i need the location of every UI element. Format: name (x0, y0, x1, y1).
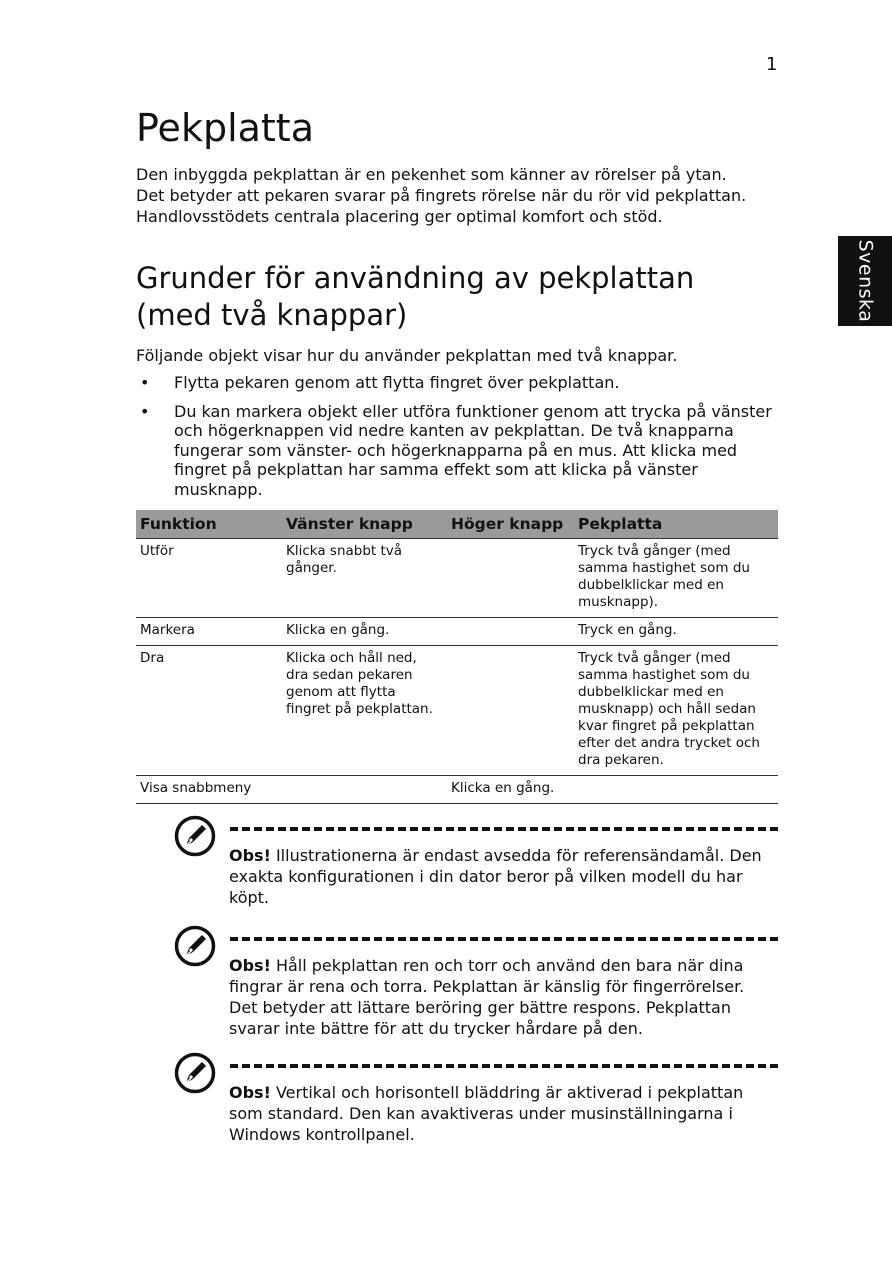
table-cell: Visa snabbmeny (136, 776, 282, 804)
table-cell: Klicka snabbt två gånger. (282, 539, 447, 618)
language-tab (838, 236, 892, 326)
table-cell (574, 776, 778, 804)
table-cell: Tryck två gånger (med samma hastighet som du dubbelklickar med en musknapp). (574, 539, 778, 618)
intro-line: Den inbyggda pekplattan är en pekenhet som känner av rörelser på ytan. (136, 165, 727, 184)
bullet-icon: • (140, 373, 150, 392)
list-item (136, 402, 786, 500)
column-header: Pekplatta (574, 510, 778, 539)
bullet-icon: • (140, 401, 150, 421)
table-row (136, 646, 778, 776)
note-body: Vertikal och horisontell bläddring är aktiverad i pekplattan som standard. Den kan avaktiveras under musinställningarna i Windows kontrollpanel. (229, 1083, 744, 1144)
section-heading (136, 260, 776, 334)
table-cell: Utför (136, 539, 282, 618)
intro-paragraph (136, 164, 796, 227)
table-row (136, 539, 778, 618)
table-cell: Klicka och håll ned, dra sedan pekaren genom att flytta fingret på pekplattan. (282, 646, 447, 776)
dashed-divider (230, 937, 778, 941)
note-body: Håll pekplattan ren och torr och använd den bara när dina fingrar är rena och torra. Pekplattan är känslig för fingerrörelser. Det betyder att lättare beröring ger bättre respons. Pekplattan svarar inte bättre för att du trycker hårdare på den. (229, 956, 745, 1038)
table-cell: Tryck en gång. (574, 618, 778, 646)
note-pen-icon (174, 815, 216, 857)
table-cell: Dra (136, 646, 282, 776)
table-cell (282, 776, 447, 804)
lead-paragraph: Följande objekt visar hur du använder pekplattan med två knappar. (136, 346, 678, 365)
note-body: Illustrationerna är endast avsedda för referensändamål. Den exakta konfigurationen i din dator beror på vilken modell du har köpt. (229, 846, 762, 907)
intro-line: Handlovsstödets centrala placering ger optimal komfort och stöd. (136, 207, 663, 226)
note-text (229, 1082, 769, 1145)
note-pen-icon (174, 925, 216, 967)
table-cell (447, 539, 574, 618)
table-cell: Tryck två gånger (med samma hastighet som du dubbelklickar med en musknapp) och håll sedan kvar fingret på pekplattan efter det andra trycket och dra pekaren. (574, 646, 778, 776)
note-label: Obs! (229, 956, 271, 975)
column-header: Funktion (136, 510, 282, 539)
note-pen-icon (174, 1052, 216, 1094)
table-row (136, 618, 778, 646)
note-text (229, 955, 769, 1039)
language-tab-label: Svenska (854, 239, 876, 323)
page-number: 1 (766, 54, 778, 75)
dashed-divider (230, 1064, 778, 1068)
column-header: Höger knapp (447, 510, 574, 539)
function-table (136, 510, 778, 804)
table-cell: Klicka en gång. (282, 618, 447, 646)
bullet-list (136, 373, 786, 508)
list-item-text: Du kan markera objekt eller utföra funktioner genom att trycka på vänster och högerknappen vid nedre kanten av pekplattan. De två knapparna fungerar som vänster- och högerknapparna på en mus. Att klicka med fingret på pekplattan har samma effekt som att klicka på vänster musknapp. (174, 401, 772, 499)
intro-line: Det betyder att pekaren svarar på fingrets rörelse när du rör vid pekplattan. (136, 186, 747, 205)
table-cell (447, 646, 574, 776)
note-text (229, 845, 769, 908)
note-label: Obs! (229, 1083, 271, 1102)
table-cell (447, 618, 574, 646)
table-cell: Markera (136, 618, 282, 646)
column-header: Vänster knapp (282, 510, 447, 539)
page-title: Pekplatta (136, 106, 314, 150)
section-heading-line: Grunder för användning av pekplattan (136, 261, 695, 295)
dashed-divider (230, 827, 778, 831)
section-heading-line: (med två knappar) (136, 298, 408, 332)
table-header-row (136, 510, 778, 539)
list-item (136, 373, 786, 393)
list-item-text: Flytta pekaren genom att flytta fingret över pekplattan. (174, 373, 620, 392)
table-row (136, 776, 778, 804)
note-label: Obs! (229, 846, 271, 865)
table-cell: Klicka en gång. (447, 776, 574, 804)
